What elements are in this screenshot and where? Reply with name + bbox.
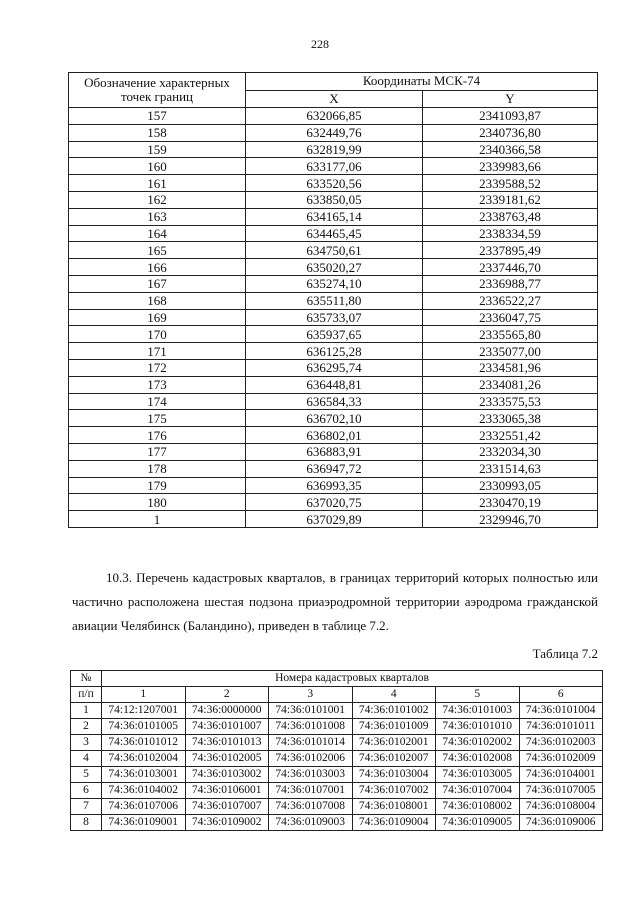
point-cell: 178: [69, 460, 246, 477]
y-cell: 2333065,38: [423, 410, 598, 427]
y-cell: 2335077,00: [423, 343, 598, 360]
point-cell: 165: [69, 242, 246, 259]
page-number: 228: [311, 37, 329, 51]
table-row: [69, 376, 598, 393]
header-col-index: 4: [352, 687, 436, 703]
point-cell: 169: [69, 309, 246, 326]
cadastral-quarters-body: [71, 703, 603, 831]
cadastral-quarter-cell: 74:36:0103004: [352, 767, 436, 783]
y-cell: 2334081,26: [423, 376, 598, 393]
point-cell: 177: [69, 443, 246, 460]
cadastral-quarter-cell: 74:36:0101003: [436, 703, 520, 719]
point-cell: 1: [69, 511, 246, 528]
y-cell: 2329946,70: [423, 511, 598, 528]
x-cell: 632449,76: [246, 124, 423, 141]
cadastral-quarter-cell: 74:36:0103005: [436, 767, 520, 783]
y-cell: 2340736,80: [423, 124, 598, 141]
point-cell: 159: [69, 141, 246, 158]
y-cell: 2338334,59: [423, 225, 598, 242]
cadastral-quarter-cell: 74:36:0102007: [352, 751, 436, 767]
cadastral-quarter-cell: 74:36:0102001: [352, 735, 436, 751]
x-cell: 633520,56: [246, 175, 423, 192]
cadastral-quarter-cell: 74:36:0109004: [352, 815, 436, 831]
x-cell: 635274,10: [246, 275, 423, 292]
cadastral-quarters-table: [70, 670, 603, 831]
x-cell: 635937,65: [246, 326, 423, 343]
coordinates-table: [68, 72, 598, 528]
x-cell: 636584,33: [246, 393, 423, 410]
x-cell: 636993,35: [246, 477, 423, 494]
header-num-symbol: №: [71, 671, 102, 687]
cadastral-quarter-cell: 74:36:0103001: [102, 767, 186, 783]
table-row: [69, 343, 598, 360]
y-cell: 2332034,30: [423, 443, 598, 460]
point-cell: 171: [69, 343, 246, 360]
header-y: Y: [423, 90, 598, 108]
cadastral-quarter-cell: 74:36:0104002: [102, 783, 186, 799]
cadastral-quarter-cell: 74:36:0108002: [436, 799, 520, 815]
table-row: [69, 359, 598, 376]
cadastral-quarter-cell: 74:36:0103002: [185, 767, 269, 783]
x-cell: 636947,72: [246, 460, 423, 477]
cadastral-quarter-cell: 74:36:0102003: [519, 735, 603, 751]
table-row: [69, 191, 598, 208]
y-cell: 2336522,27: [423, 292, 598, 309]
point-cell: 175: [69, 410, 246, 427]
cadastral-quarter-cell: 74:36:0109005: [436, 815, 520, 831]
cadastral-quarter-cell: 74:36:0107002: [352, 783, 436, 799]
row-number-cell: 3: [71, 735, 102, 751]
point-cell: 164: [69, 225, 246, 242]
header-index-row: [71, 687, 603, 703]
table-row: [71, 751, 603, 767]
x-cell: 636802,01: [246, 427, 423, 444]
header-point-designation: Обозначение характерных точек границ: [69, 73, 246, 108]
table-row: [69, 511, 598, 528]
cadastral-quarter-cell: 74:36:0101012: [102, 735, 186, 751]
x-cell: 636702,10: [246, 410, 423, 427]
cadastral-quarter-cell: 74:36:0108004: [519, 799, 603, 815]
point-cell: 174: [69, 393, 246, 410]
table-row: [69, 326, 598, 343]
x-cell: 632066,85: [246, 108, 423, 125]
row-number-cell: 8: [71, 815, 102, 831]
cadastral-quarter-cell: 74:36:0102005: [185, 751, 269, 767]
point-cell: 172: [69, 359, 246, 376]
y-cell: 2336988,77: [423, 275, 598, 292]
x-cell: 636883,91: [246, 443, 423, 460]
cadastral-quarter-cell: 74:36:0107007: [185, 799, 269, 815]
cadastral-quarter-cell: 74:36:0101007: [185, 719, 269, 735]
point-cell: 173: [69, 376, 246, 393]
header-col-index: 5: [436, 687, 520, 703]
header-col-index: 6: [519, 687, 603, 703]
table-row: [69, 225, 598, 242]
table-row: [69, 175, 598, 192]
header-col-index: 1: [102, 687, 186, 703]
x-cell: 634165,14: [246, 208, 423, 225]
cadastral-quarter-cell: 74:36:0102009: [519, 751, 603, 767]
cadastral-quarter-cell: 74:36:0101002: [352, 703, 436, 719]
y-cell: 2339983,66: [423, 158, 598, 175]
cadastral-quarter-cell: 74:36:0000000: [185, 703, 269, 719]
point-cell: 157: [69, 108, 246, 125]
x-cell: 637029,89: [246, 511, 423, 528]
point-cell: 179: [69, 477, 246, 494]
table-row: [69, 158, 598, 175]
x-cell: 636295,74: [246, 359, 423, 376]
y-cell: 2335565,80: [423, 326, 598, 343]
table-row: [69, 141, 598, 158]
table-row: [71, 799, 603, 815]
x-cell: 635020,27: [246, 259, 423, 276]
point-cell: 170: [69, 326, 246, 343]
table-row: [69, 208, 598, 225]
cadastral-quarter-cell: 74:36:0107001: [269, 783, 353, 799]
table-caption: Таблица 7.2: [532, 646, 598, 661]
y-cell: 2330993,05: [423, 477, 598, 494]
x-cell: 632819,99: [246, 141, 423, 158]
point-cell: 168: [69, 292, 246, 309]
row-number-cell: 4: [71, 751, 102, 767]
point-cell: 167: [69, 275, 246, 292]
point-cell: 180: [69, 494, 246, 511]
y-cell: 2340366,58: [423, 141, 598, 158]
cadastral-quarter-cell: 74:36:0109006: [519, 815, 603, 831]
y-cell: 2334581,96: [423, 359, 598, 376]
y-cell: 2338763,48: [423, 208, 598, 225]
table-row: [71, 767, 603, 783]
cadastral-quarter-cell: 74:36:0107004: [436, 783, 520, 799]
cadastral-quarter-cell: 74:36:0101004: [519, 703, 603, 719]
x-cell: 635511,80: [246, 292, 423, 309]
table-row: [71, 815, 603, 831]
table-row: [69, 460, 598, 477]
table-row: [69, 477, 598, 494]
x-cell: 635733,07: [246, 309, 423, 326]
point-cell: 160: [69, 158, 246, 175]
header-coordinates-group: Координаты МСК-74: [246, 73, 598, 91]
table-row: [69, 259, 598, 276]
header-quarters-group: Номера кадастровых кварталов: [102, 671, 603, 687]
cadastral-quarter-cell: 74:36:0107006: [102, 799, 186, 815]
table-row: [69, 393, 598, 410]
header-col-index: 2: [185, 687, 269, 703]
point-cell: 158: [69, 124, 246, 141]
section-paragraph: 10.3. Перечень кадастровых кварталов, в границах территорий которых полностью или частично расположена шестая подзона приаэродромной территории аэродрома гражданской авиации Челябинск (Баландино), приведен в таблице 7.2.: [72, 570, 598, 633]
y-cell: 2336047,75: [423, 309, 598, 326]
y-cell: 2341093,87: [423, 108, 598, 125]
cadastral-quarter-cell: 74:36:0101010: [436, 719, 520, 735]
y-cell: 2339588,52: [423, 175, 598, 192]
x-cell: 636448,81: [246, 376, 423, 393]
cadastral-quarter-cell: 74:36:0107008: [269, 799, 353, 815]
cadastral-quarter-cell: 74:36:0102008: [436, 751, 520, 767]
row-number-cell: 7: [71, 799, 102, 815]
y-cell: 2339181,62: [423, 191, 598, 208]
x-cell: 633850,05: [246, 191, 423, 208]
cadastral-quarter-cell: 74:12:1207001: [102, 703, 186, 719]
y-cell: 2331514,63: [423, 460, 598, 477]
y-cell: 2332551,42: [423, 427, 598, 444]
cadastral-quarter-cell: 74:36:0108001: [352, 799, 436, 815]
y-cell: 2333575,53: [423, 393, 598, 410]
table-row: [69, 292, 598, 309]
table-row: [69, 242, 598, 259]
cadastral-quarter-cell: 74:36:0103003: [269, 767, 353, 783]
cadastral-quarter-cell: 74:36:0101008: [269, 719, 353, 735]
point-cell: 162: [69, 191, 246, 208]
x-cell: 636125,28: [246, 343, 423, 360]
x-cell: 634465,45: [246, 225, 423, 242]
cadastral-quarter-cell: 74:36:0101014: [269, 735, 353, 751]
point-cell: 176: [69, 427, 246, 444]
header-x: X: [246, 90, 423, 108]
table-row: [69, 124, 598, 141]
header-num-pp: п/п: [71, 687, 102, 703]
cadastral-quarter-cell: 74:36:0101001: [269, 703, 353, 719]
point-cell: 166: [69, 259, 246, 276]
table-row: [69, 275, 598, 292]
y-cell: 2330470,19: [423, 494, 598, 511]
table-row: [69, 427, 598, 444]
row-number-cell: 6: [71, 783, 102, 799]
table-row: [71, 783, 603, 799]
cadastral-quarter-cell: 74:36:0102006: [269, 751, 353, 767]
row-number-cell: 2: [71, 719, 102, 735]
table-row: [69, 108, 598, 125]
table-row: [71, 719, 603, 735]
y-cell: 2337446,70: [423, 259, 598, 276]
x-cell: 633177,06: [246, 158, 423, 175]
point-cell: 161: [69, 175, 246, 192]
table-row: [69, 410, 598, 427]
table-row: [69, 494, 598, 511]
cadastral-quarter-cell: 74:36:0101009: [352, 719, 436, 735]
cadastral-quarter-cell: 74:36:0101013: [185, 735, 269, 751]
cadastral-quarter-cell: 74:36:0109003: [269, 815, 353, 831]
table-row: [69, 443, 598, 460]
table-row: [69, 309, 598, 326]
cadastral-quarter-cell: 74:36:0102002: [436, 735, 520, 751]
x-cell: 637020,75: [246, 494, 423, 511]
x-cell: 634750,61: [246, 242, 423, 259]
point-cell: 163: [69, 208, 246, 225]
cadastral-quarter-cell: 74:36:0101005: [102, 719, 186, 735]
row-number-cell: 1: [71, 703, 102, 719]
cadastral-quarter-cell: 74:36:0104001: [519, 767, 603, 783]
cadastral-quarter-cell: 74:36:0102004: [102, 751, 186, 767]
cadastral-quarter-cell: 74:36:0109001: [102, 815, 186, 831]
row-number-cell: 5: [71, 767, 102, 783]
header-col-index: 3: [269, 687, 353, 703]
coordinates-table-body: [69, 108, 598, 528]
cadastral-quarter-cell: 74:36:0109002: [185, 815, 269, 831]
cadastral-quarter-cell: 74:36:0106001: [185, 783, 269, 799]
table-row: [71, 703, 603, 719]
y-cell: 2337895,49: [423, 242, 598, 259]
cadastral-quarter-cell: 74:36:0101011: [519, 719, 603, 735]
table-row: [71, 735, 603, 751]
cadastral-quarter-cell: 74:36:0107005: [519, 783, 603, 799]
